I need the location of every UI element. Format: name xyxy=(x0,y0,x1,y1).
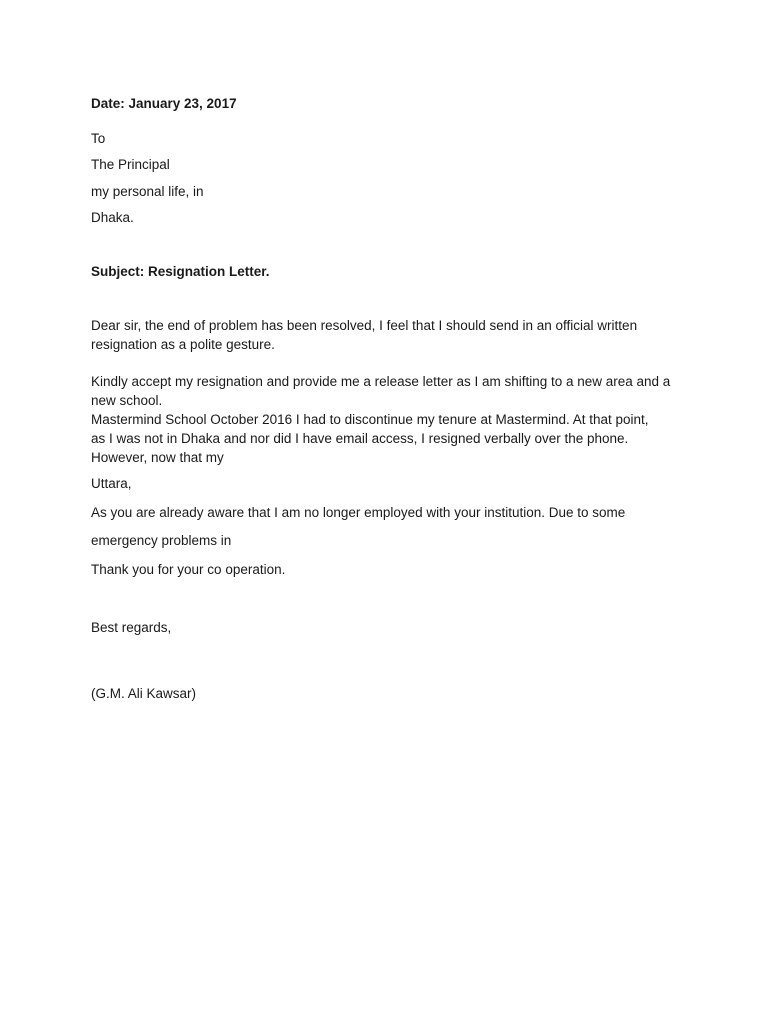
paragraph2-line5: However, now that my xyxy=(91,450,224,465)
signature: (G.M. Ali Kawsar) xyxy=(91,686,197,701)
paragraph2-line3: Mastermind School October 2016 I had to discontinue my tenure at Mastermind. At that point, xyxy=(91,412,649,427)
letter-subject: Subject: Resignation Letter. xyxy=(91,264,270,279)
recipient-to: To xyxy=(91,131,106,146)
paragraph2-line2: new school. xyxy=(91,393,163,408)
recipient-address-line: my personal life, in xyxy=(91,184,204,199)
letter-date: Date: January 23, 2017 xyxy=(91,96,237,111)
uttara-line: Uttara, xyxy=(91,476,132,491)
paragraph1-line2: resignation as a polite gesture. xyxy=(91,337,275,352)
paragraph1-line1: Dear sir, the end of problem has been resolved, I feel that I should send in an official written xyxy=(91,318,638,333)
recipient-city: Dhaka. xyxy=(91,210,134,225)
thanks-line: Thank you for your co operation. xyxy=(91,562,286,577)
recipient-title: The Principal xyxy=(91,157,170,172)
paragraph4: emergency problems in xyxy=(91,533,232,548)
paragraph3: As you are already aware that I am no longer employed with your institution. Due to some xyxy=(91,505,626,520)
paragraph2-line1: Kindly accept my resignation and provide me a release letter as I am shifting to a new area and a xyxy=(91,374,671,389)
paragraph2-line4: as I was not in Dhaka and nor did I have email access, I resigned verbally over the phone. xyxy=(91,431,629,446)
closing-line: Best regards, xyxy=(91,620,172,635)
